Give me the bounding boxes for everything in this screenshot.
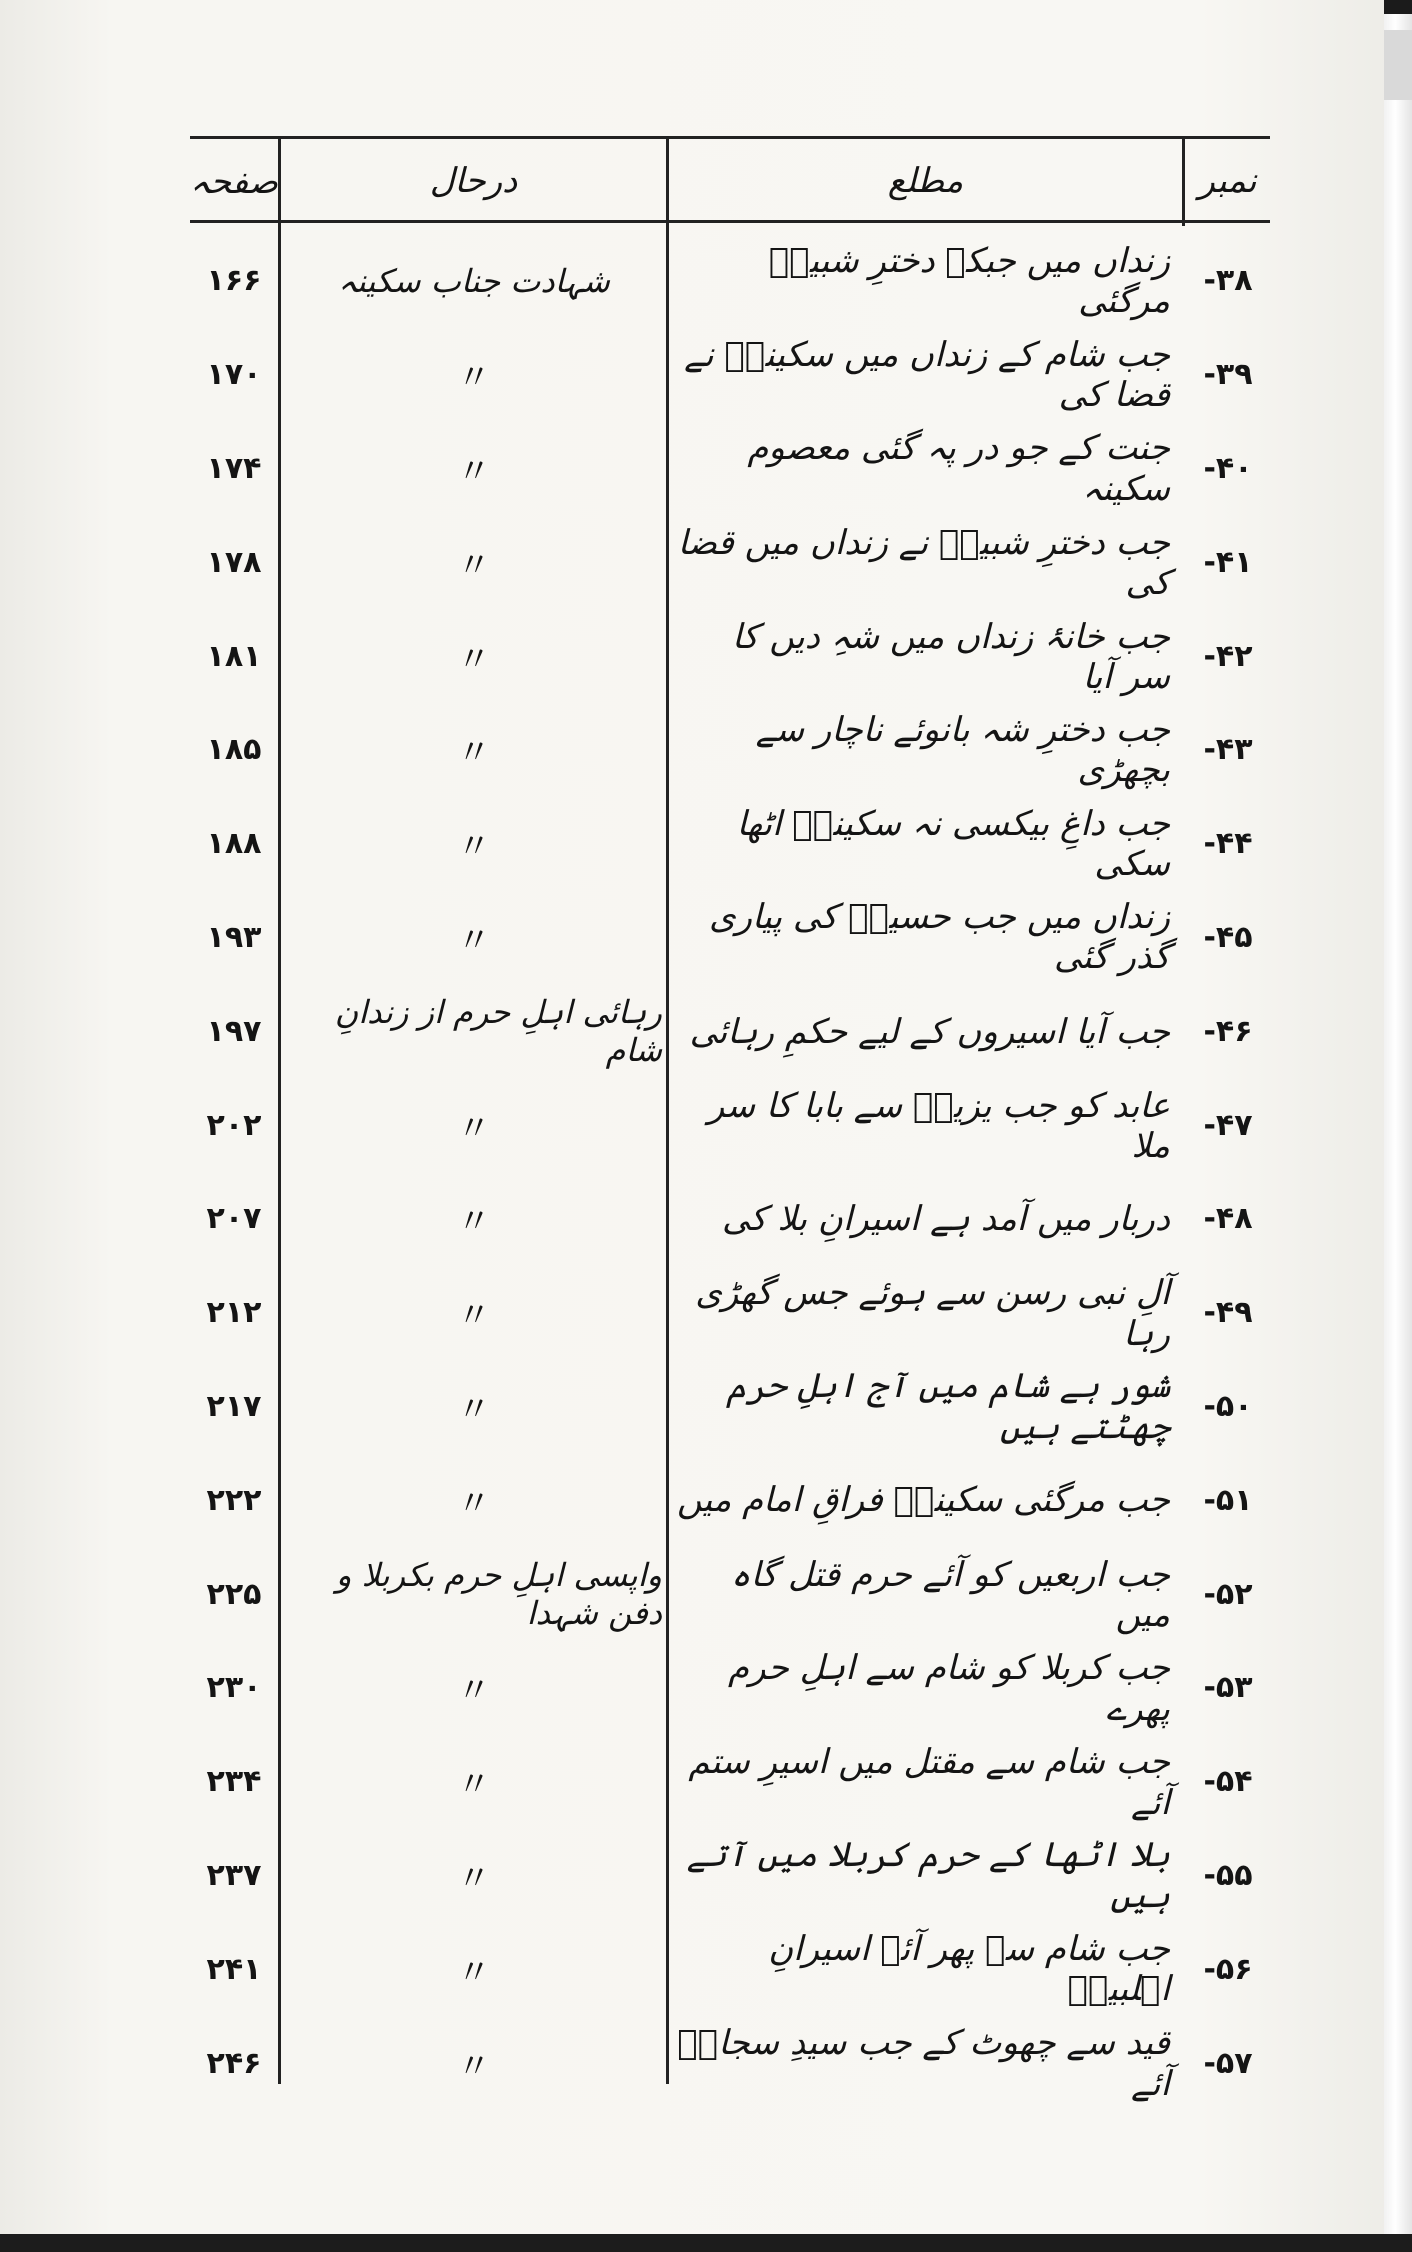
row-number: ۴۵- [1203,919,1253,955]
table-row [190,328,1270,422]
table-of-contents [190,136,1270,2105]
row-status: 〃 [457,358,491,399]
page-edge [1384,0,1412,2252]
row-title: جب شام سے پھر آئے اسیرانِ اہلبیتؑ [768,1929,1170,2010]
row-page: ۲۰۷ [206,1201,262,1237]
row-title: زنداں میں جبکہ دخترِ شبیرؑ مرگئی [768,240,1170,321]
table-row [190,2016,1270,2110]
table-row [190,1453,1270,1547]
table-row [190,234,1270,328]
row-number: ۵۰- [1203,1388,1253,1424]
row-page: ۲۱۲ [206,1295,262,1331]
row-title: جب داغِ بیکسی نہ سکینہؑ اٹھا سکی [736,804,1170,885]
row-title: آلِ نبی رسن سے ہوئے جس گھڑی رہا [695,1272,1170,1354]
row-status: 〃 [457,1202,491,1243]
row-title: جب دخترِ شہ بانوئے ناچار سے بچھڑی [755,710,1170,791]
row-page: ۱۹۳ [206,919,262,955]
row-number: ۵۴- [1203,1764,1253,1800]
table-row [190,891,1270,985]
row-title: جب کربلا کو شام سے اہلِ حرم پھرے [728,1647,1170,1729]
header-title: مطلع [887,161,964,201]
row-number: ۵۱- [1203,1482,1253,1518]
row-status: رہائی اہلِ حرم از زندانِ شام [334,993,662,1070]
row-status: 〃 [457,1108,491,1149]
table-row [190,1641,1270,1735]
row-page: ۱۷۰ [206,357,262,393]
row-status: 〃 [457,920,491,961]
row-title: جب آیا اسیروں کے لیے حکمِ رہائی [689,1011,1170,1052]
table-row [190,1172,1270,1266]
table-body [190,234,1270,2110]
table-row [190,515,1270,609]
header-status: درحال [429,161,518,201]
row-status: 〃 [457,733,491,774]
table-row [190,1360,1270,1454]
row-status: 〃 [457,451,491,492]
row-title: قید سے چھوٹ کے جب سیدِ سجادؑ آئے [677,2023,1170,2105]
table-row [190,422,1270,516]
table-row [190,797,1270,891]
row-number: ۴۹- [1203,1295,1253,1331]
row-number: ۵۵- [1203,1857,1253,1893]
row-number: ۳۹- [1203,357,1253,393]
header-rule [190,220,1270,223]
row-number: ۴۳- [1203,732,1253,768]
edge-shadow [1384,0,1412,14]
row-status: 〃 [457,1296,491,1337]
row-title: جب شام کے زنداں میں سکینہؑ نے قضا کی [684,335,1170,416]
row-title: بلا اٹھا کے حرم کربلا میں آتے ہیں [686,1835,1170,1917]
row-title: جب شام سے مقتل میں اسیرِ ستم آئے [688,1741,1170,1823]
row-page: ۱۸۱ [206,638,262,674]
row-title: عابد کو جب یزیدؑ سے بابا کا سر ملا [707,1085,1170,1166]
row-page: ۲۲۵ [206,1576,262,1612]
row-title: شور ہے شام میں آج اہلِ حرم چھٹتے ہیں [726,1366,1170,1448]
row-status: 〃 [457,1671,491,1712]
table-row [190,609,1270,703]
row-status: شہادت جناب سکینہ [338,261,610,300]
table-row [190,1735,1270,1829]
table-row [190,1266,1270,1360]
row-number: ۵۶- [1203,1951,1253,1987]
row-status: 〃 [457,2046,491,2087]
row-number: ۴۷- [1203,1107,1253,1143]
row-page: ۱۸۵ [206,732,262,768]
row-status: 〃 [457,827,491,868]
row-title: جب خانۂ زنداں میں شہِ دیں کا سر آیا [732,616,1170,697]
row-status: 〃 [457,1483,491,1524]
table-row [190,1547,1270,1641]
row-number: ۵۲- [1203,1576,1253,1612]
table-row [190,984,1270,1078]
edge-fold [1384,30,1412,100]
row-status: 〃 [457,1952,491,1993]
row-title: جب اربعیں کو آئے حرم قتل گاہ میں [730,1554,1170,1635]
row-page: ۲۱۷ [206,1388,262,1424]
row-number: ۴۸- [1203,1201,1253,1237]
row-status: واپسی اہلِ حرم بکربلا و دفن شہدا [336,1556,662,1633]
row-page: ۲۴۶ [206,2045,262,2081]
row-number: ۵۳- [1203,1670,1253,1706]
row-title: جنت کے جو در پہ گئی معصوم سکینہ [747,428,1170,510]
table-row [190,1922,1270,2016]
row-title: جب مرگئی سکینہؑ فراقِ امام میں [676,1480,1170,1521]
row-page: ۱۹۷ [206,1013,262,1049]
row-status: 〃 [457,639,491,680]
row-page: ۲۴۱ [206,1951,262,1987]
row-page: ۱۷۸ [206,544,262,580]
scan-border [0,2234,1412,2252]
row-page: ۲۳۴ [206,1764,262,1800]
header-number: نمبر [1198,161,1257,201]
table-row [190,1829,1270,1923]
top-rule [190,136,1270,139]
row-status: 〃 [457,1765,491,1806]
row-status: 〃 [457,1389,491,1430]
row-status: 〃 [457,545,491,586]
row-number: ۵۷- [1203,2045,1253,2081]
row-number: ۳۸- [1203,263,1253,299]
row-page: ۲۳۷ [206,1857,262,1893]
row-page: ۱۷۴ [206,450,262,486]
row-page: ۱۶۶ [206,263,262,299]
row-page: ۲۲۲ [206,1482,262,1518]
row-title: زنداں میں جب حسینؑ کی پیاری گذر گئی [709,897,1170,978]
table-row [190,703,1270,797]
row-page: ۲۰۲ [206,1107,262,1143]
row-number: ۴۴- [1203,826,1253,862]
table-row [190,1078,1270,1172]
row-page: ۲۳۰ [206,1670,262,1706]
row-page: ۱۸۸ [206,826,262,862]
row-status: 〃 [457,1858,491,1899]
row-number: ۴۲- [1203,638,1253,674]
row-title: جب دخترِ شبیرؑ نے زنداں میں قضا کی [677,522,1170,603]
row-title: دربار میں آمد ہے اسیرانِ بلا کی [722,1199,1170,1240]
row-number: ۴۶- [1203,1013,1253,1049]
row-number: ۴۰- [1203,450,1253,486]
row-number: ۴۱- [1203,544,1253,580]
header-page: صفحہ [190,161,278,202]
